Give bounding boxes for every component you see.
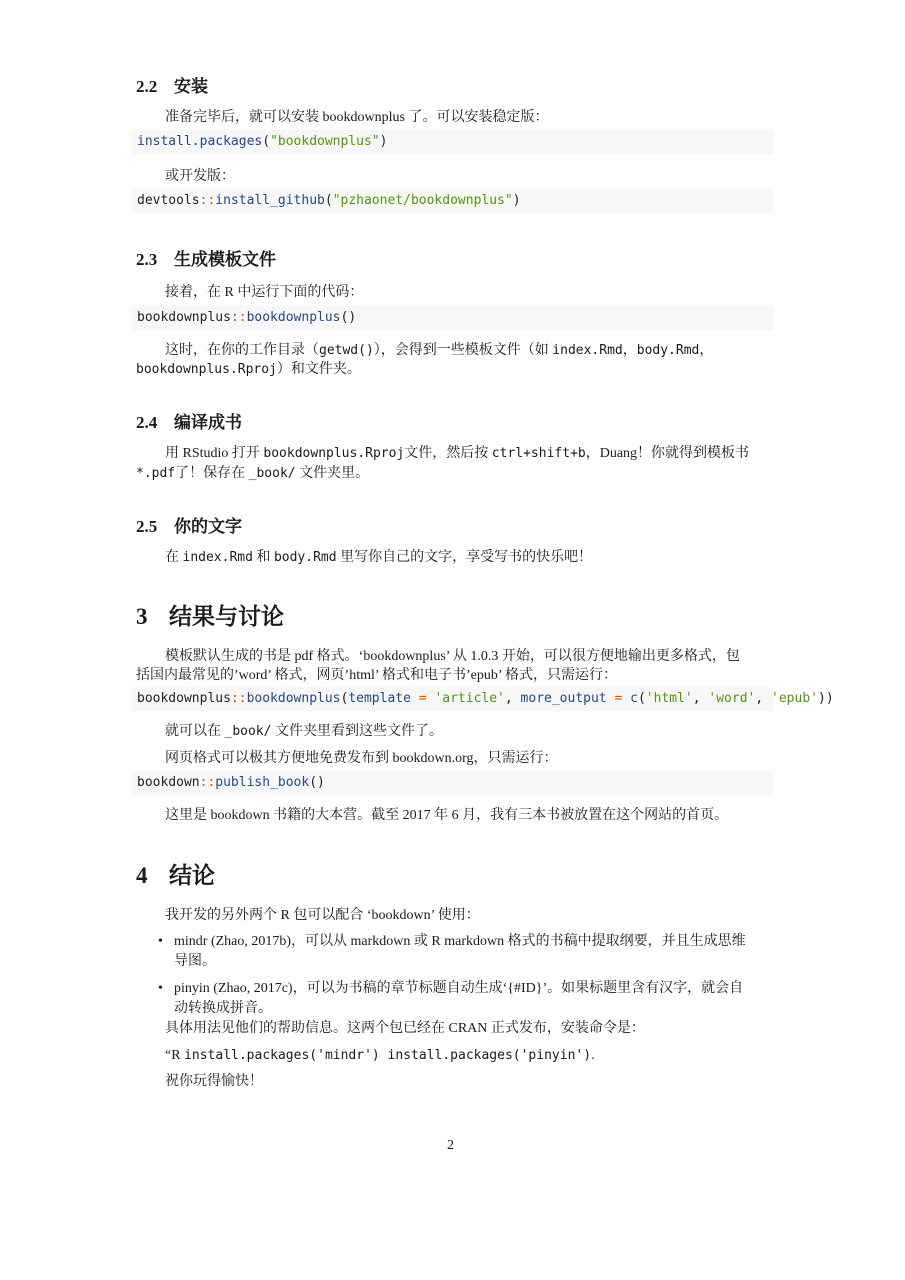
subsection-heading-2-2 xyxy=(136,72,208,97)
code-operator: :: xyxy=(230,691,247,706)
code-package: devtools xyxy=(137,193,200,208)
inline-code: bookdownplus.Rproj xyxy=(263,446,405,461)
paragraph: 这里是 bookdown 书籍的大本营。截至 2017 年 6 月，我有三本书被放置在这个网站的首页。 xyxy=(165,808,729,823)
section-title: 结论 xyxy=(169,863,215,888)
code-block xyxy=(132,687,834,711)
code-paren: ) xyxy=(379,134,388,149)
code-paren: ( xyxy=(637,691,646,706)
inline-code: *.pdf xyxy=(136,466,176,481)
code-string: 'article' xyxy=(434,691,505,706)
paragraph: 或开发版： xyxy=(165,169,235,184)
section-title: 编译成书 xyxy=(174,413,242,432)
text: 这时，在你的工作目录（ xyxy=(165,343,319,358)
inline-code: getwd() xyxy=(319,343,374,358)
code-argument: template xyxy=(348,691,411,706)
code-operator: = xyxy=(410,691,435,706)
code-paren: ( xyxy=(262,134,271,149)
inline-code: ctrl+shift+b xyxy=(491,446,586,461)
text: 在 xyxy=(165,550,183,565)
paragraph: 具体用法见他们的帮助信息。这两个包已经在 CRAN 正式发布，安装命令是： xyxy=(165,1021,645,1036)
code-paren: ( xyxy=(340,691,349,706)
code-operator: :: xyxy=(199,193,216,208)
code-block xyxy=(132,306,773,330)
code-paren: ) xyxy=(512,193,521,208)
code-function: publish_book xyxy=(215,775,310,790)
paragraph-line xyxy=(165,1045,595,1067)
text: 文件夹里。 xyxy=(295,466,370,481)
list-item-text: pinyin (Zhao, 2017c)，可以为书稿的章节标题自动生成‘{#ID}’。如果标题里含有汉字，就会自 xyxy=(174,981,744,996)
code-operator: :: xyxy=(230,310,247,325)
code-block xyxy=(132,189,773,213)
code-comma: , xyxy=(504,691,521,706)
paragraph: 准备完毕后，就可以安装 bookdownplus 了。可以安装稳定版： xyxy=(165,110,549,125)
code-operator: = xyxy=(606,691,631,706)
code-comma: , xyxy=(692,691,709,706)
code-package: bookdownplus xyxy=(137,310,231,325)
code-paren: () xyxy=(340,310,357,325)
paragraph-line xyxy=(136,463,369,485)
subsection-heading-2-4 xyxy=(136,408,242,433)
text: 文件夹里看到这些文件了。 xyxy=(271,724,443,739)
section-heading-4 xyxy=(136,857,215,890)
code-string: 'html' xyxy=(645,691,693,706)
section-title: 结果与讨论 xyxy=(169,604,284,629)
section-number: 2.4 xyxy=(136,413,158,432)
text: ，Duang！你就得到模板书 xyxy=(585,446,750,461)
section-title: 安装 xyxy=(174,77,208,96)
list-item-text: mindr (Zhao, 2017b)，可以从 markdown 或 R markdown 格式的书稿中提取纲要，并且生成思维 xyxy=(174,934,746,949)
text: ， xyxy=(699,343,714,358)
paragraph-line xyxy=(165,547,592,569)
code-package: bookdown xyxy=(137,775,200,790)
section-number: 4 xyxy=(136,863,148,888)
text: 文件，然后按 xyxy=(404,446,492,461)
text: 和 xyxy=(252,550,274,565)
section-heading-3 xyxy=(136,598,284,631)
list-item-text: 导图。 xyxy=(174,954,216,969)
list-item xyxy=(158,932,746,972)
inline-code: install.packages('mindr') install.packages('pinyin') xyxy=(184,1048,592,1063)
code-string: "bookdownplus" xyxy=(270,134,380,149)
inline-code: body.Rmd xyxy=(273,550,337,565)
page-number: 2 xyxy=(447,1138,454,1153)
inline-code: index.Rmd xyxy=(552,343,623,358)
text: 里写你自己的文字，享受写书的快乐吧！ xyxy=(336,550,593,565)
code-string: "pzhaonet/bookdownplus" xyxy=(332,193,513,208)
section-number: 2.3 xyxy=(136,250,158,269)
text: . xyxy=(591,1048,595,1063)
list-item xyxy=(158,979,746,1019)
code-operator: :: xyxy=(199,775,216,790)
text: 就可以在 xyxy=(165,724,225,739)
code-paren: ( xyxy=(324,193,333,208)
paragraph: 我开发的另外两个 R 包可以配合 ‘bookdown’ 使用： xyxy=(165,908,480,923)
code-function: bookdownplus xyxy=(246,310,341,325)
code-function: install.packages xyxy=(137,134,263,149)
code-block xyxy=(132,771,773,795)
text: 用 RStudio 打开 xyxy=(165,446,264,461)
paragraph-line xyxy=(136,359,361,381)
inline-code: index.Rmd xyxy=(182,550,253,565)
code-paren: () xyxy=(309,775,325,790)
subsection-heading-2-5 xyxy=(136,512,242,537)
code-block xyxy=(132,130,773,154)
subsection-heading-2-3 xyxy=(136,245,276,270)
paragraph-line xyxy=(165,721,443,743)
list-item-text: 动转换成拼音。 xyxy=(174,1001,272,1016)
text: ， xyxy=(622,343,637,358)
text: ）和文件夹。 xyxy=(276,362,361,377)
section-number: 2.5 xyxy=(136,517,158,536)
code-function: install_github xyxy=(215,193,325,208)
code-argument: more_output xyxy=(520,691,607,706)
bullet-icon: • xyxy=(158,934,163,949)
inline-code: body.Rmd xyxy=(636,343,700,358)
section-number: 3 xyxy=(136,604,148,629)
paragraph-line xyxy=(165,443,749,465)
paragraph: 网页格式可以极其方便地免费发布到 bookdown.org，只需运行： xyxy=(165,751,558,766)
paragraph-line: 括国内最常见的’word’ 格式，网页’html’ 格式和电子书’epub’ 格式，只需运行： xyxy=(136,668,618,683)
paragraph-line: 模板默认生成的书是 pdf 格式。‘bookdownplus’ 从 1.0.3 开始，可以很方便地输出更多格式，包 xyxy=(165,649,740,664)
code-function: bookdownplus xyxy=(246,691,341,706)
code-function: c xyxy=(630,691,638,706)
inline-code: _book/ xyxy=(224,724,272,739)
text: “R xyxy=(165,1048,185,1063)
code-paren: )) xyxy=(818,691,834,706)
inline-code: bookdownplus.Rproj xyxy=(136,362,277,377)
bullet-icon: • xyxy=(158,981,163,996)
bullet-list xyxy=(158,932,746,1019)
text: 了！保存在 xyxy=(175,466,249,481)
code-string: 'epub' xyxy=(771,691,818,706)
paragraph: 祝你玩得愉快！ xyxy=(165,1074,263,1089)
inline-code: _book/ xyxy=(248,466,296,481)
code-package: bookdownplus xyxy=(137,691,231,706)
code-string: 'word' xyxy=(708,691,756,706)
section-number: 2.2 xyxy=(136,77,158,96)
code-comma: , xyxy=(755,691,772,706)
section-title: 你的文字 xyxy=(174,517,242,536)
text: ），会得到一些模板文件（如 xyxy=(373,343,553,358)
section-title: 生成模板文件 xyxy=(174,250,276,269)
paragraph: 接着，在 R 中运行下面的代码： xyxy=(165,285,364,300)
